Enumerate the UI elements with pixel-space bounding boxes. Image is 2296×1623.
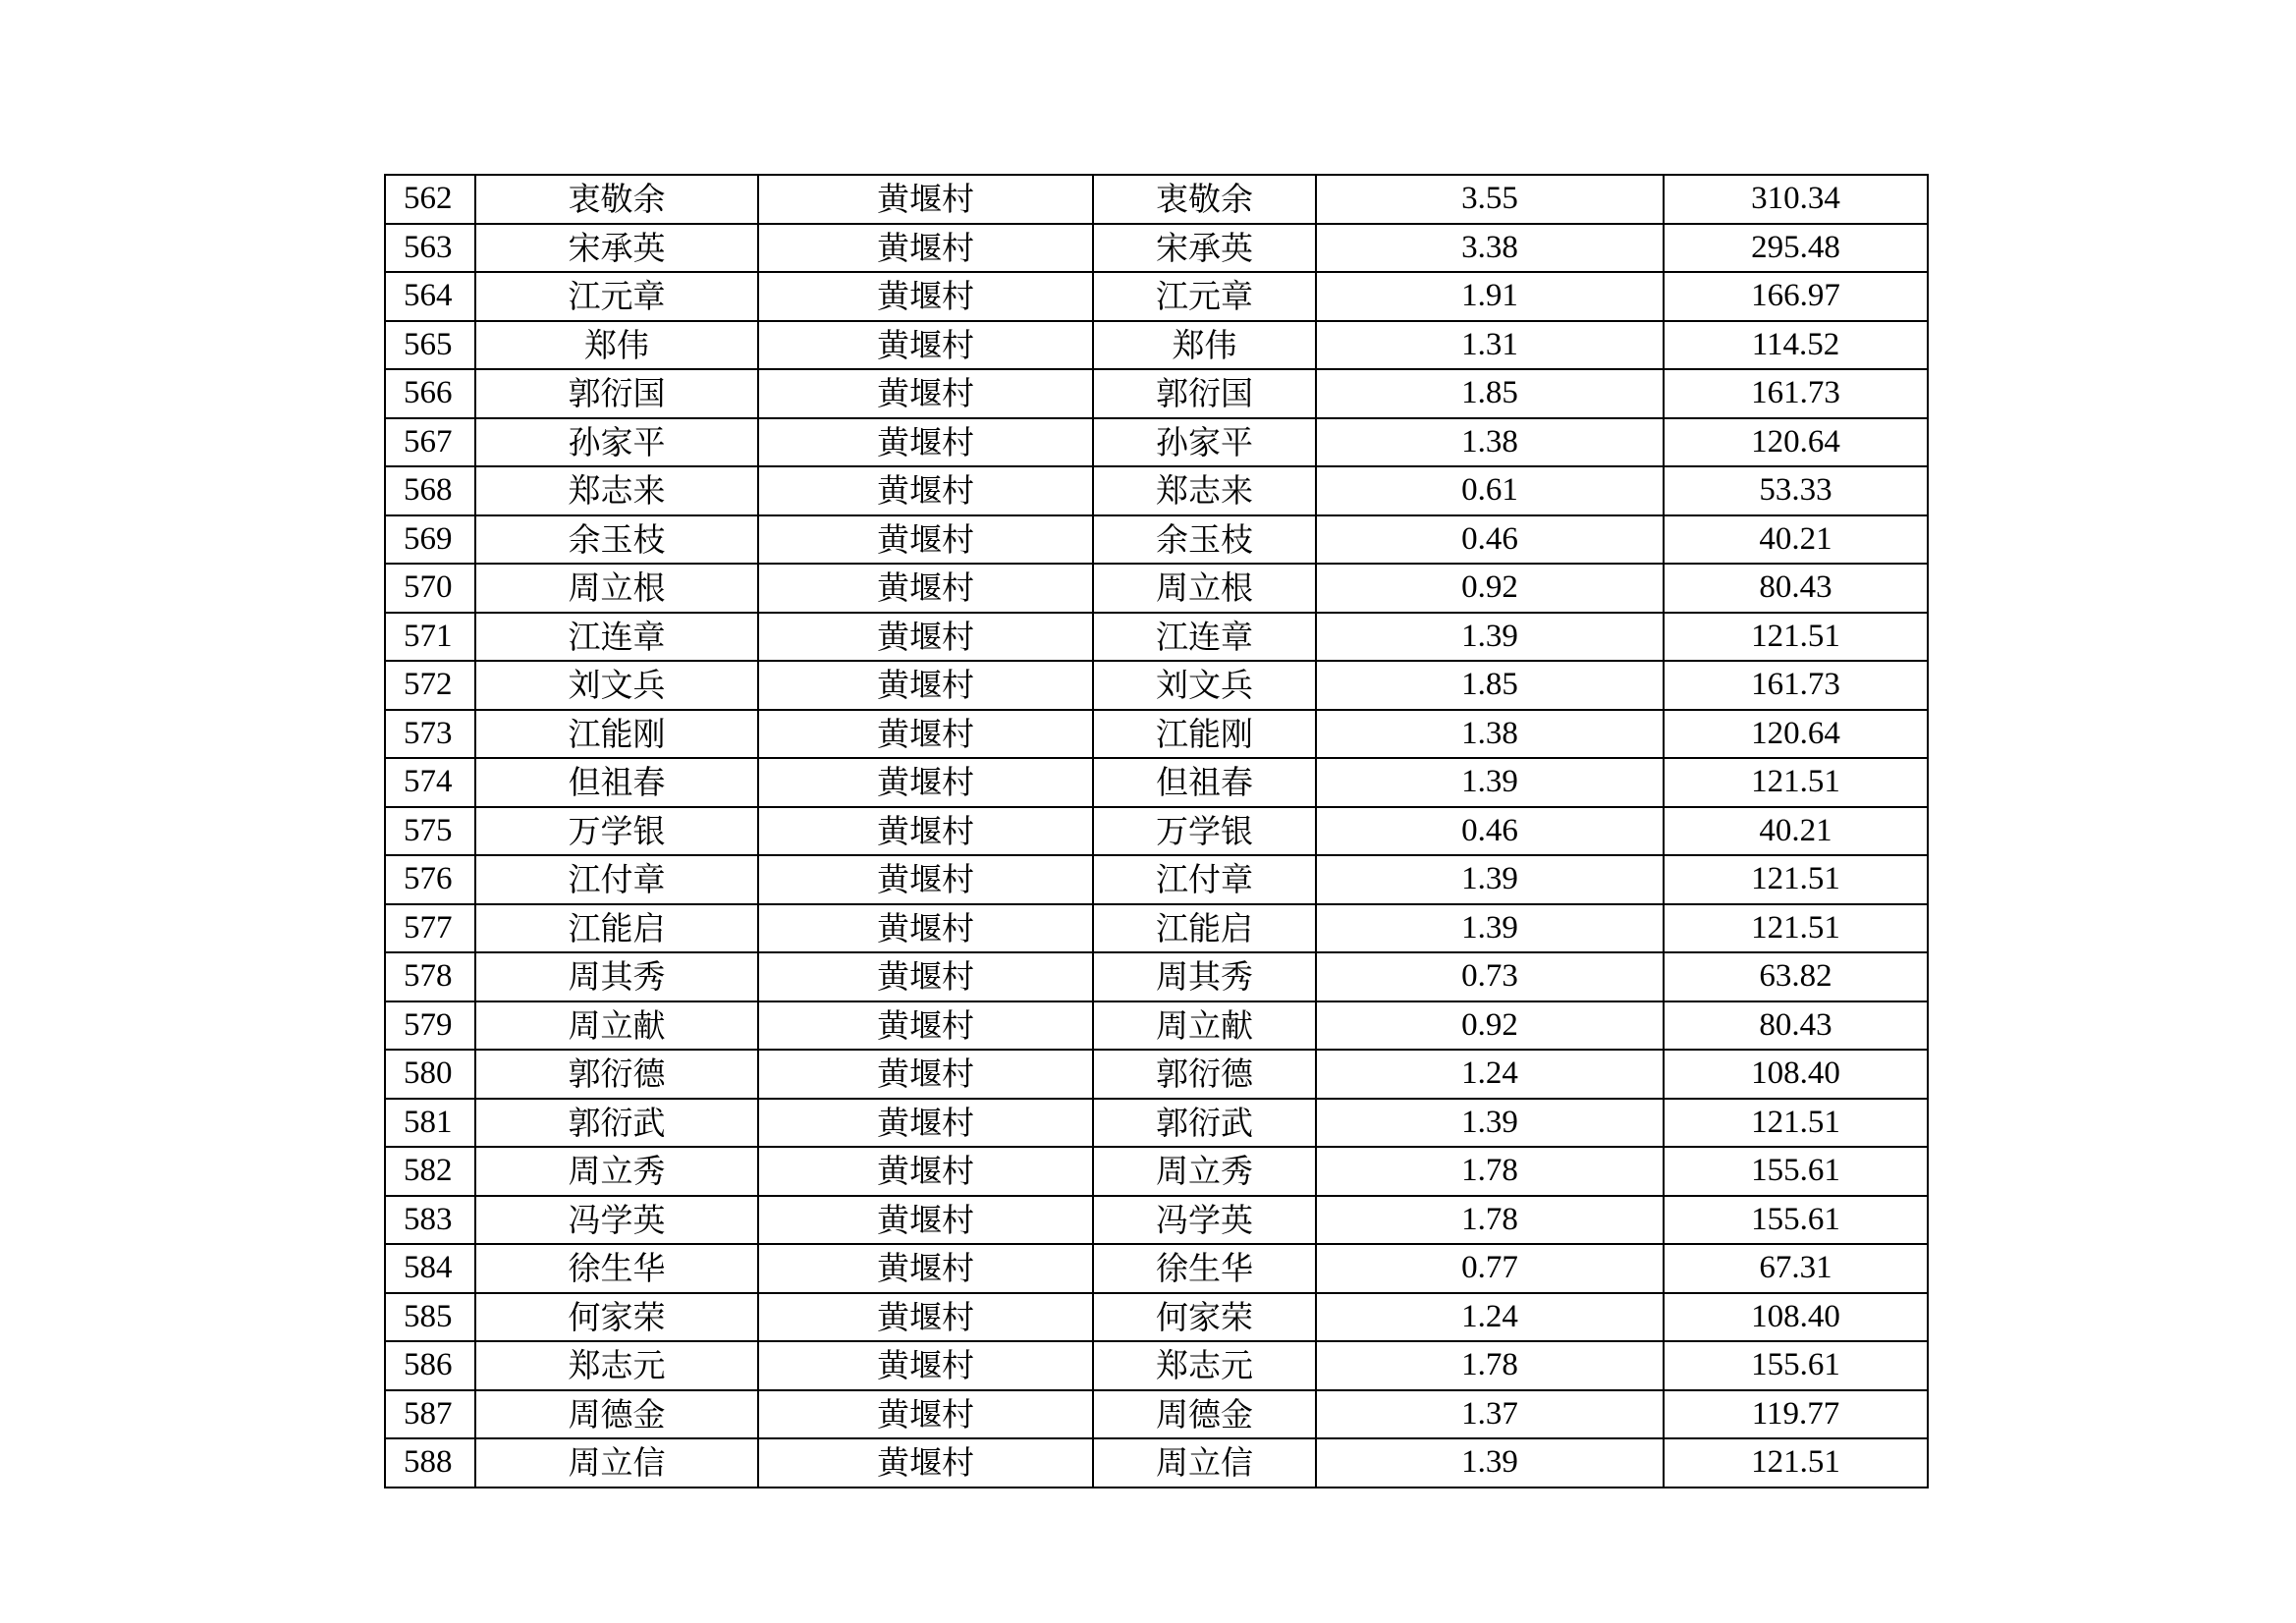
- area-cell: 1.39: [1316, 904, 1664, 953]
- area-cell: 0.73: [1316, 952, 1664, 1001]
- row-number-cell: 586: [385, 1341, 475, 1390]
- table-row: [385, 758, 1928, 807]
- row-number-cell: 562: [385, 175, 475, 224]
- village-cell: 黄堰村: [758, 1147, 1093, 1196]
- village-cell: 黄堰村: [758, 1196, 1093, 1245]
- row-number-cell: 578: [385, 952, 475, 1001]
- area-cell: 1.31: [1316, 321, 1664, 370]
- amount-cell: 155.61: [1664, 1341, 1928, 1390]
- row-number-cell: 584: [385, 1244, 475, 1293]
- holder-name-cell: 周其秀: [1093, 952, 1316, 1001]
- name-cell: 但祖春: [475, 758, 758, 807]
- village-cell: 黄堰村: [758, 613, 1093, 662]
- village-cell: 黄堰村: [758, 1001, 1093, 1051]
- document-table-container: [384, 174, 1929, 1488]
- holder-name-cell: 郭衍武: [1093, 1099, 1316, 1148]
- holder-name-cell: 江元章: [1093, 272, 1316, 321]
- area-cell: 1.37: [1316, 1390, 1664, 1439]
- holder-name-cell: 周立秀: [1093, 1147, 1316, 1196]
- amount-cell: 155.61: [1664, 1196, 1928, 1245]
- row-number-cell: 582: [385, 1147, 475, 1196]
- village-cell: 黄堰村: [758, 564, 1093, 613]
- name-cell: 江付章: [475, 855, 758, 904]
- row-number-cell: 572: [385, 661, 475, 710]
- amount-cell: 114.52: [1664, 321, 1928, 370]
- holder-name-cell: 郭衍德: [1093, 1050, 1316, 1099]
- village-cell: 黄堰村: [758, 175, 1093, 224]
- table-row: [385, 272, 1928, 321]
- village-cell: 黄堰村: [758, 1390, 1093, 1439]
- table-row: [385, 1244, 1928, 1293]
- row-number-cell: 580: [385, 1050, 475, 1099]
- table-row: [385, 321, 1928, 370]
- amount-cell: 121.51: [1664, 1099, 1928, 1148]
- table-row: [385, 1050, 1928, 1099]
- table-row: [385, 1147, 1928, 1196]
- holder-name-cell: 江付章: [1093, 855, 1316, 904]
- table-row: [385, 515, 1928, 565]
- amount-cell: 40.21: [1664, 515, 1928, 565]
- row-number-cell: 566: [385, 369, 475, 418]
- table-row: [385, 1001, 1928, 1051]
- amount-cell: 121.51: [1664, 855, 1928, 904]
- holder-name-cell: 周德金: [1093, 1390, 1316, 1439]
- holder-name-cell: 万学银: [1093, 807, 1316, 856]
- name-cell: 郭衍武: [475, 1099, 758, 1148]
- holder-name-cell: 衷敬余: [1093, 175, 1316, 224]
- row-number-cell: 574: [385, 758, 475, 807]
- name-cell: 江元章: [475, 272, 758, 321]
- holder-name-cell: 江连章: [1093, 613, 1316, 662]
- table-row: [385, 1390, 1928, 1439]
- row-number-cell: 564: [385, 272, 475, 321]
- area-cell: 1.91: [1316, 272, 1664, 321]
- village-cell: 黄堰村: [758, 1244, 1093, 1293]
- holder-name-cell: 孙家平: [1093, 418, 1316, 467]
- amount-cell: 53.33: [1664, 466, 1928, 515]
- amount-cell: 80.43: [1664, 1001, 1928, 1051]
- holder-name-cell: 江能刚: [1093, 710, 1316, 759]
- row-number-cell: 568: [385, 466, 475, 515]
- holder-name-cell: 余玉枝: [1093, 515, 1316, 565]
- table-row: [385, 952, 1928, 1001]
- holder-name-cell: 徐生华: [1093, 1244, 1316, 1293]
- village-cell: 黄堰村: [758, 418, 1093, 467]
- amount-cell: 120.64: [1664, 418, 1928, 467]
- row-number-cell: 573: [385, 710, 475, 759]
- amount-cell: 155.61: [1664, 1147, 1928, 1196]
- name-cell: 周立秀: [475, 1147, 758, 1196]
- table-row: [385, 175, 1928, 224]
- village-cell: 黄堰村: [758, 515, 1093, 565]
- area-cell: 1.24: [1316, 1050, 1664, 1099]
- row-number-cell: 583: [385, 1196, 475, 1245]
- row-number-cell: 585: [385, 1293, 475, 1342]
- amount-cell: 67.31: [1664, 1244, 1928, 1293]
- name-cell: 刘文兵: [475, 661, 758, 710]
- area-cell: 1.78: [1316, 1147, 1664, 1196]
- holder-name-cell: 但祖春: [1093, 758, 1316, 807]
- name-cell: 万学银: [475, 807, 758, 856]
- area-cell: 3.55: [1316, 175, 1664, 224]
- area-cell: 1.85: [1316, 661, 1664, 710]
- area-cell: 3.38: [1316, 224, 1664, 273]
- area-cell: 1.78: [1316, 1341, 1664, 1390]
- amount-cell: 161.73: [1664, 369, 1928, 418]
- village-cell: 黄堰村: [758, 807, 1093, 856]
- name-cell: 周德金: [475, 1390, 758, 1439]
- village-cell: 黄堰村: [758, 272, 1093, 321]
- name-cell: 周立根: [475, 564, 758, 613]
- amount-cell: 120.64: [1664, 710, 1928, 759]
- amount-cell: 121.51: [1664, 613, 1928, 662]
- table-row: [385, 613, 1928, 662]
- amount-cell: 121.51: [1664, 904, 1928, 953]
- data-table: [384, 174, 1929, 1488]
- table-row: [385, 564, 1928, 613]
- table-row: [385, 1293, 1928, 1342]
- table-row: [385, 904, 1928, 953]
- amount-cell: 80.43: [1664, 564, 1928, 613]
- holder-name-cell: 宋承英: [1093, 224, 1316, 273]
- row-number-cell: 588: [385, 1438, 475, 1488]
- row-number-cell: 569: [385, 515, 475, 565]
- name-cell: 郭衍德: [475, 1050, 758, 1099]
- row-number-cell: 587: [385, 1390, 475, 1439]
- name-cell: 郑伟: [475, 321, 758, 370]
- amount-cell: 119.77: [1664, 1390, 1928, 1439]
- row-number-cell: 576: [385, 855, 475, 904]
- village-cell: 黄堰村: [758, 710, 1093, 759]
- area-cell: 1.38: [1316, 710, 1664, 759]
- row-number-cell: 581: [385, 1099, 475, 1148]
- table-row: [385, 1196, 1928, 1245]
- amount-cell: 121.51: [1664, 758, 1928, 807]
- holder-name-cell: 郑志元: [1093, 1341, 1316, 1390]
- table-row: [385, 466, 1928, 515]
- area-cell: 0.92: [1316, 564, 1664, 613]
- area-cell: 0.61: [1316, 466, 1664, 515]
- area-cell: 0.46: [1316, 515, 1664, 565]
- name-cell: 徐生华: [475, 1244, 758, 1293]
- area-cell: 1.38: [1316, 418, 1664, 467]
- row-number-cell: 571: [385, 613, 475, 662]
- holder-name-cell: 郭衍国: [1093, 369, 1316, 418]
- table-row: [385, 710, 1928, 759]
- table-row: [385, 1099, 1928, 1148]
- village-cell: 黄堰村: [758, 369, 1093, 418]
- holder-name-cell: 刘文兵: [1093, 661, 1316, 710]
- holder-name-cell: 周立献: [1093, 1001, 1316, 1051]
- holder-name-cell: 周立信: [1093, 1438, 1316, 1488]
- area-cell: 1.39: [1316, 1438, 1664, 1488]
- village-cell: 黄堰村: [758, 661, 1093, 710]
- area-cell: 1.24: [1316, 1293, 1664, 1342]
- amount-cell: 121.51: [1664, 1438, 1928, 1488]
- holder-name-cell: 郑伟: [1093, 321, 1316, 370]
- area-cell: 1.39: [1316, 758, 1664, 807]
- row-number-cell: 563: [385, 224, 475, 273]
- table-row: [385, 661, 1928, 710]
- area-cell: 1.39: [1316, 855, 1664, 904]
- name-cell: 郑志来: [475, 466, 758, 515]
- area-cell: 1.39: [1316, 613, 1664, 662]
- village-cell: 黄堰村: [758, 321, 1093, 370]
- area-cell: 1.39: [1316, 1099, 1664, 1148]
- name-cell: 周立信: [475, 1438, 758, 1488]
- village-cell: 黄堰村: [758, 758, 1093, 807]
- row-number-cell: 570: [385, 564, 475, 613]
- amount-cell: 161.73: [1664, 661, 1928, 710]
- table-row: [385, 1438, 1928, 1488]
- village-cell: 黄堰村: [758, 904, 1093, 953]
- table-row: [385, 1341, 1928, 1390]
- area-cell: 1.85: [1316, 369, 1664, 418]
- name-cell: 郭衍国: [475, 369, 758, 418]
- row-number-cell: 575: [385, 807, 475, 856]
- name-cell: 衷敬余: [475, 175, 758, 224]
- name-cell: 江连章: [475, 613, 758, 662]
- area-cell: 0.77: [1316, 1244, 1664, 1293]
- village-cell: 黄堰村: [758, 1050, 1093, 1099]
- village-cell: 黄堰村: [758, 855, 1093, 904]
- holder-name-cell: 郑志来: [1093, 466, 1316, 515]
- amount-cell: 108.40: [1664, 1293, 1928, 1342]
- table-row: [385, 807, 1928, 856]
- amount-cell: 295.48: [1664, 224, 1928, 273]
- area-cell: 0.92: [1316, 1001, 1664, 1051]
- village-cell: 黄堰村: [758, 952, 1093, 1001]
- row-number-cell: 567: [385, 418, 475, 467]
- table-row: [385, 224, 1928, 273]
- village-cell: 黄堰村: [758, 1438, 1093, 1488]
- village-cell: 黄堰村: [758, 1341, 1093, 1390]
- amount-cell: 166.97: [1664, 272, 1928, 321]
- table-row: [385, 369, 1928, 418]
- name-cell: 宋承英: [475, 224, 758, 273]
- holder-name-cell: 周立根: [1093, 564, 1316, 613]
- holder-name-cell: 江能启: [1093, 904, 1316, 953]
- amount-cell: 108.40: [1664, 1050, 1928, 1099]
- name-cell: 余玉枝: [475, 515, 758, 565]
- village-cell: 黄堰村: [758, 1293, 1093, 1342]
- table-body: [385, 175, 1928, 1488]
- name-cell: 江能启: [475, 904, 758, 953]
- holder-name-cell: 冯学英: [1093, 1196, 1316, 1245]
- village-cell: 黄堰村: [758, 1099, 1093, 1148]
- area-cell: 0.46: [1316, 807, 1664, 856]
- row-number-cell: 577: [385, 904, 475, 953]
- name-cell: 何家荣: [475, 1293, 758, 1342]
- name-cell: 冯学英: [475, 1196, 758, 1245]
- name-cell: 周其秀: [475, 952, 758, 1001]
- village-cell: 黄堰村: [758, 466, 1093, 515]
- row-number-cell: 565: [385, 321, 475, 370]
- name-cell: 江能刚: [475, 710, 758, 759]
- area-cell: 1.78: [1316, 1196, 1664, 1245]
- name-cell: 郑志元: [475, 1341, 758, 1390]
- holder-name-cell: 何家荣: [1093, 1293, 1316, 1342]
- amount-cell: 310.34: [1664, 175, 1928, 224]
- row-number-cell: 579: [385, 1001, 475, 1051]
- name-cell: 孙家平: [475, 418, 758, 467]
- village-cell: 黄堰村: [758, 224, 1093, 273]
- table-row: [385, 418, 1928, 467]
- amount-cell: 40.21: [1664, 807, 1928, 856]
- table-row: [385, 855, 1928, 904]
- name-cell: 周立献: [475, 1001, 758, 1051]
- amount-cell: 63.82: [1664, 952, 1928, 1001]
